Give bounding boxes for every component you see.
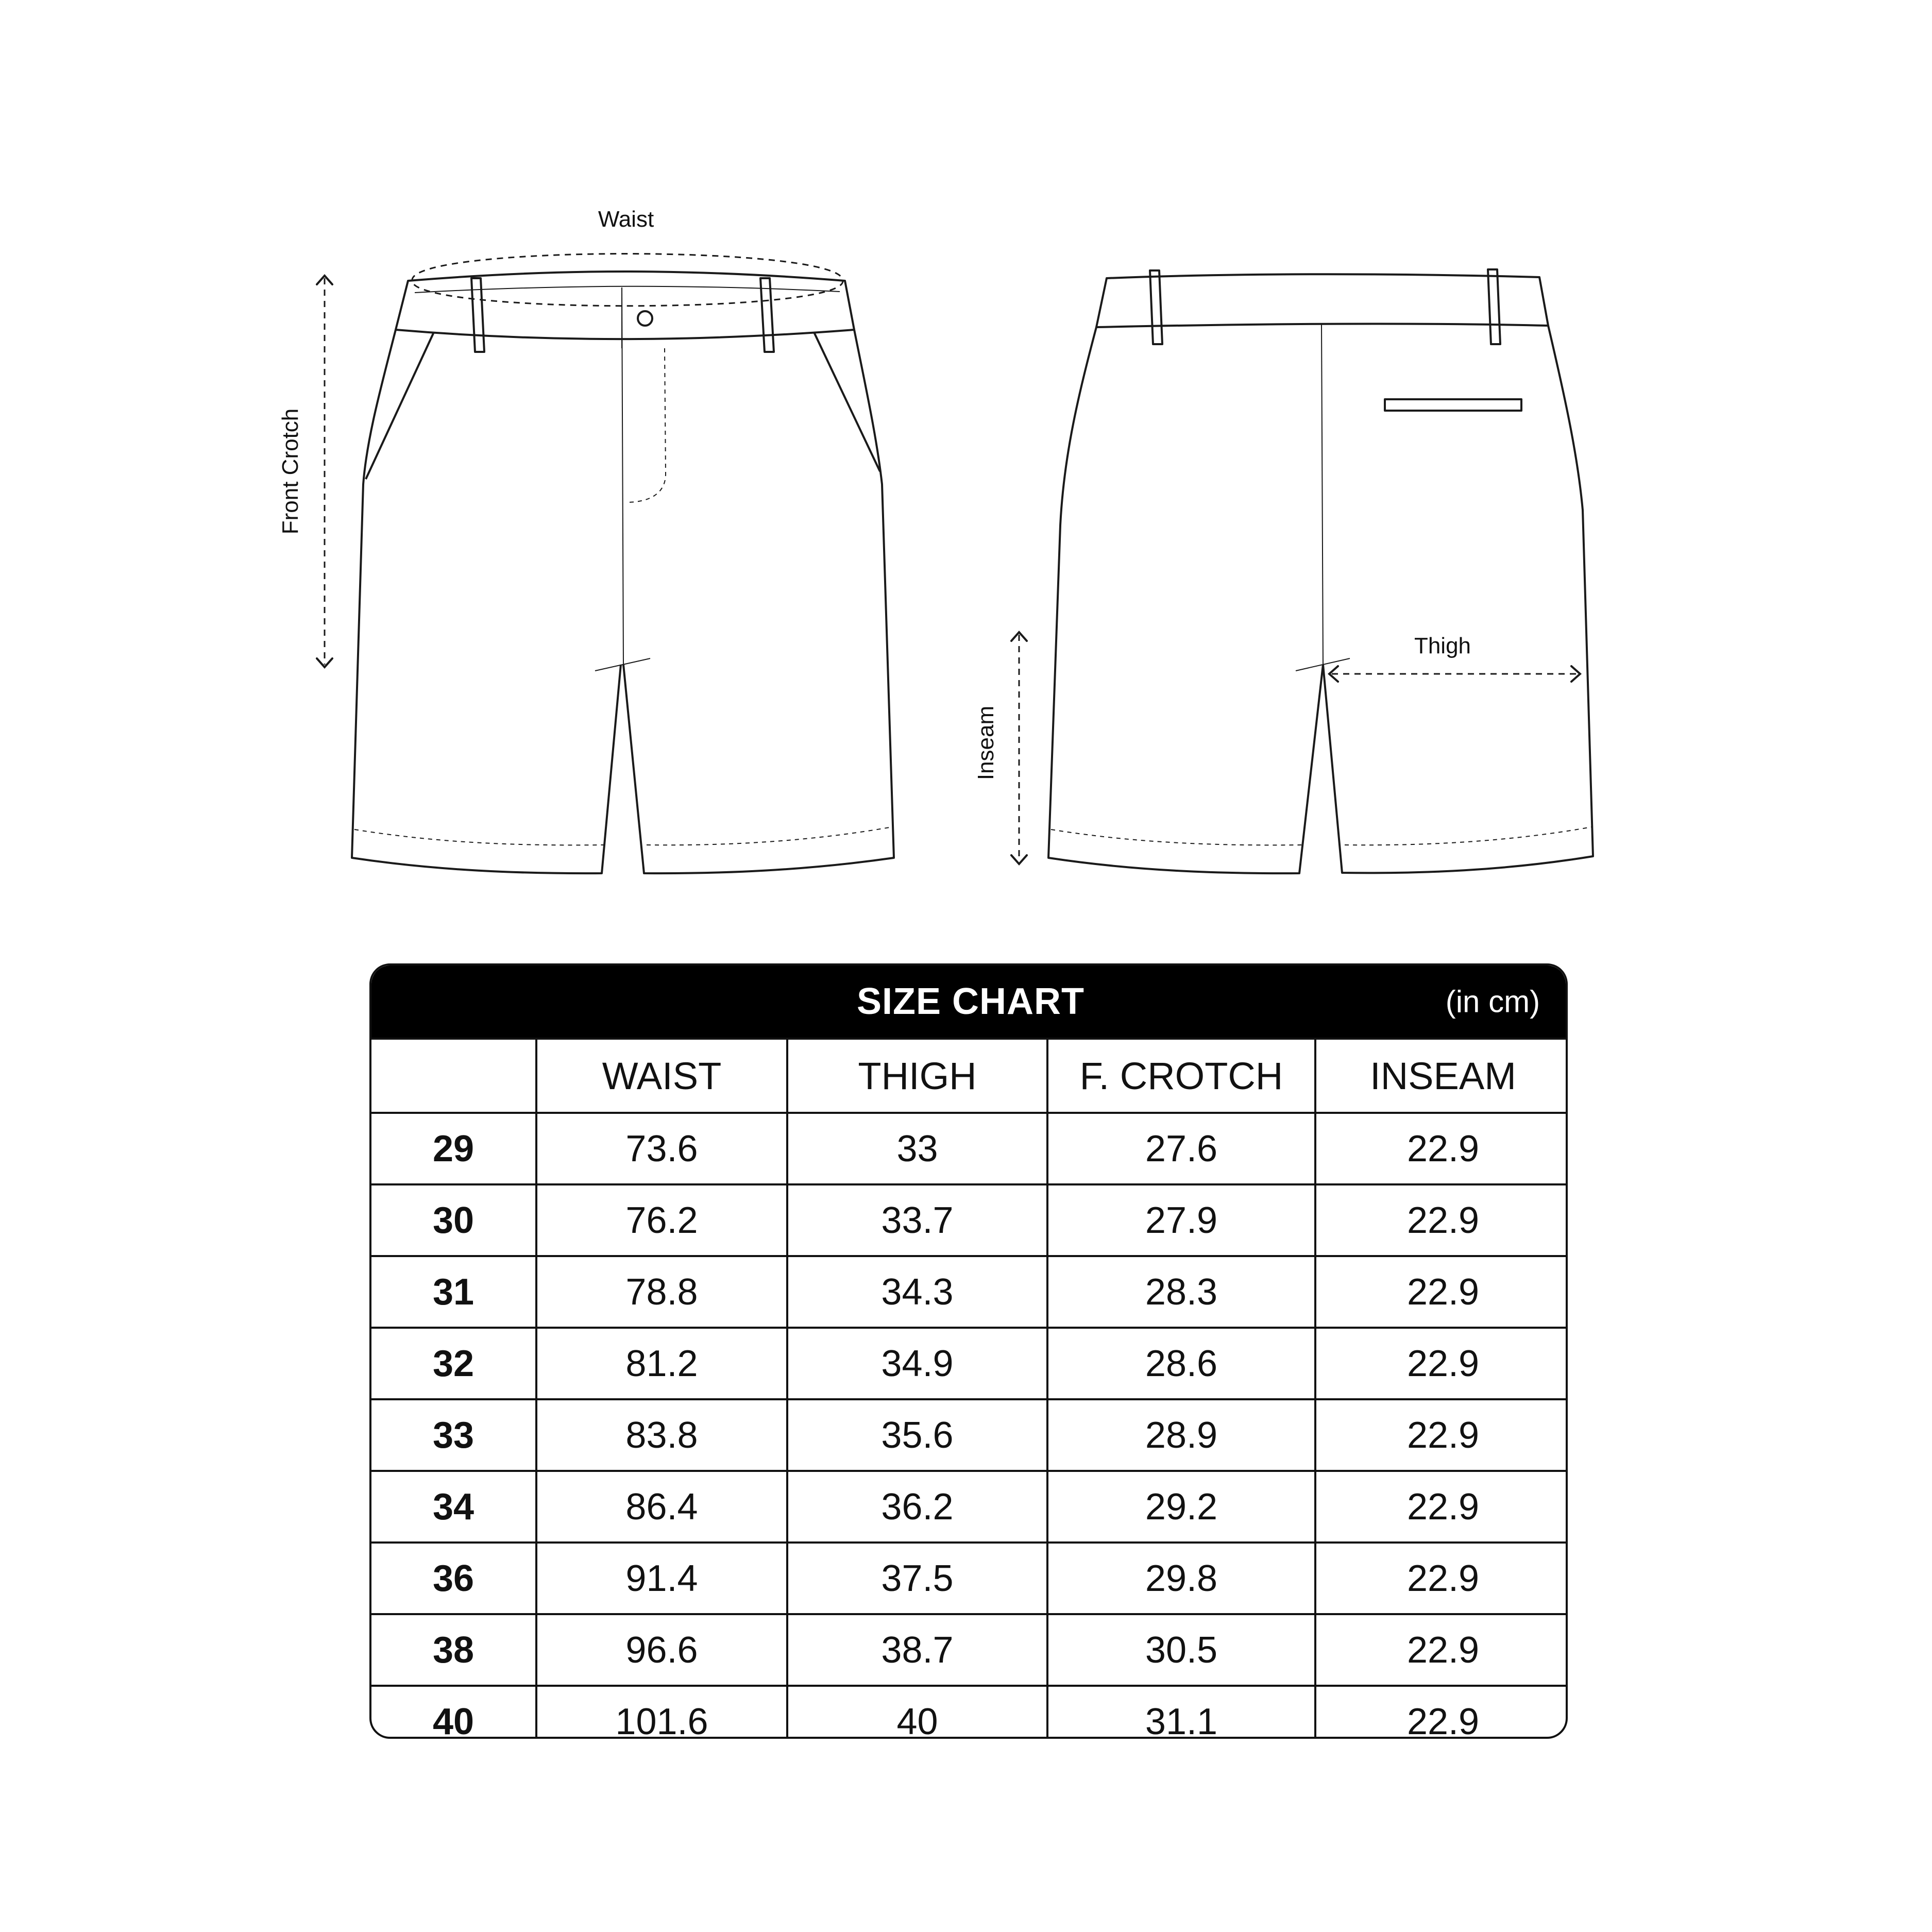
size-cell: 29 [371, 1113, 536, 1184]
column-header-waist: WAIST [536, 1039, 787, 1113]
thigh-cell: 34.3 [787, 1256, 1047, 1328]
back-pocket [1385, 399, 1521, 411]
waist-cell: 76.2 [536, 1184, 787, 1256]
front-belt-loop-right [760, 278, 774, 352]
back-body-right [1323, 326, 1593, 873]
waist-cell: 96.6 [536, 1614, 787, 1686]
front-hem-left [354, 829, 604, 845]
size-chart-title-row [371, 965, 1568, 1039]
f-crotch-cell: 27.9 [1047, 1184, 1315, 1256]
table-row [371, 1614, 1568, 1686]
waist-label: Waist [598, 207, 654, 232]
f-crotch-cell: 30.5 [1047, 1614, 1315, 1686]
waist-cell: 78.8 [536, 1256, 787, 1328]
inseam-cell: 22.9 [1315, 1256, 1568, 1328]
waist-cell: 83.8 [536, 1399, 787, 1471]
inseam-cell: 22.9 [1315, 1543, 1568, 1614]
back-hem-left [1051, 829, 1301, 845]
column-header-thigh: THIGH [787, 1039, 1047, 1113]
shorts-front-view [278, 207, 894, 873]
waist-cell: 86.4 [536, 1471, 787, 1543]
thigh-cell: 38.7 [787, 1614, 1047, 1686]
front-waistband [396, 272, 854, 339]
size-chart-header-row [371, 1039, 1568, 1113]
waist-measure-line [412, 254, 843, 306]
thigh-cell: 37.5 [787, 1543, 1047, 1614]
f-crotch-cell: 27.6 [1047, 1113, 1315, 1184]
inseam-cell: 22.9 [1315, 1471, 1568, 1543]
front-crotch-tick [595, 658, 650, 671]
size-cell: 32 [371, 1328, 536, 1399]
f-crotch-cell: 31.1 [1047, 1686, 1315, 1739]
front-fly-stitch [626, 348, 666, 502]
back-waistband [1096, 274, 1548, 327]
front-button [638, 311, 652, 326]
f-crotch-cell: 28.9 [1047, 1399, 1315, 1471]
thigh-cell: 40 [787, 1686, 1047, 1739]
size-cell: 36 [371, 1543, 536, 1614]
inseam-cell: 22.9 [1315, 1113, 1568, 1184]
inseam-cell: 22.9 [1315, 1328, 1568, 1399]
column-header-inseam: INSEAM [1315, 1039, 1568, 1113]
column-header-size [371, 1039, 536, 1113]
front-waistband-inner [415, 286, 840, 293]
size-cell: 31 [371, 1256, 536, 1328]
size-cell: 38 [371, 1614, 536, 1686]
table-row [371, 1256, 1568, 1328]
size-cell: 34 [371, 1471, 536, 1543]
waist-cell: 81.2 [536, 1328, 787, 1399]
waist-cell: 73.6 [536, 1113, 787, 1184]
waist-cell: 101.6 [536, 1686, 787, 1739]
back-hem-right [1345, 827, 1592, 845]
thigh-cell: 36.2 [787, 1471, 1047, 1543]
table-row [371, 1471, 1568, 1543]
size-chart-title-cell [371, 965, 1568, 1039]
thigh-label: Thigh [1414, 633, 1471, 658]
size-cell: 30 [371, 1184, 536, 1256]
shorts-back-view [973, 269, 1593, 873]
size-chart-table [371, 965, 1568, 1739]
table-row [371, 1184, 1568, 1256]
f-crotch-cell: 29.8 [1047, 1543, 1315, 1614]
back-center-seam [1321, 324, 1323, 665]
table-row [371, 1328, 1568, 1399]
inseam-cell: 22.9 [1315, 1399, 1568, 1471]
thigh-cell: 35.6 [787, 1399, 1047, 1471]
inseam-label: Inseam [973, 705, 998, 781]
front-pocket-right [814, 332, 880, 471]
inseam-cell: 22.9 [1315, 1686, 1568, 1739]
inseam-cell: 22.9 [1315, 1614, 1568, 1686]
thigh-cell: 33 [787, 1113, 1047, 1184]
shorts-diagram [0, 0, 1932, 902]
front-crotch-label: Front Crotch [278, 408, 303, 535]
back-belt-loop-right [1488, 269, 1500, 344]
column-header-f-crotch: F. CROTCH [1047, 1039, 1315, 1113]
back-body-left [1048, 327, 1323, 873]
size-cell: 33 [371, 1399, 536, 1471]
size-chart-title: SIZE CHART [857, 981, 1085, 1022]
front-crotch-arrow-bottom [317, 658, 332, 667]
inseam-arrow-bottom [1011, 855, 1027, 864]
size-cell: 40 [371, 1686, 536, 1739]
size-chart-unit: (in cm) [1445, 984, 1540, 1019]
front-hem-right [647, 827, 892, 845]
front-body-left [352, 330, 621, 873]
thigh-cell: 33.7 [787, 1184, 1047, 1256]
size-chart [369, 963, 1568, 1739]
thigh-cell: 34.9 [787, 1328, 1047, 1399]
front-body-right [623, 330, 894, 873]
f-crotch-cell: 28.3 [1047, 1256, 1315, 1328]
waist-cell: 91.4 [536, 1543, 787, 1614]
back-belt-loop-left [1150, 270, 1162, 344]
f-crotch-cell: 28.6 [1047, 1328, 1315, 1399]
table-row [371, 1399, 1568, 1471]
table-row [371, 1113, 1568, 1184]
inseam-cell: 22.9 [1315, 1184, 1568, 1256]
table-row [371, 1543, 1568, 1614]
f-crotch-cell: 29.2 [1047, 1471, 1315, 1543]
table-row [371, 1686, 1568, 1739]
